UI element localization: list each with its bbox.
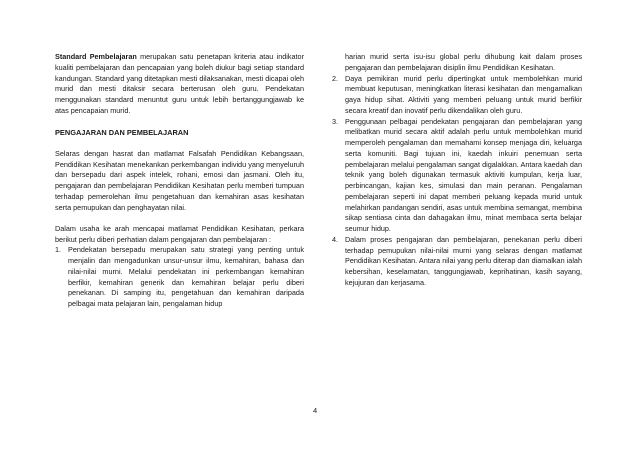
standard-definition: merupakan satu penetapan kriteria atau indikator kualiti pembelajaran dan pencapaian yang boleh diukur bagi setiap standard kandungan. Standard yang ditetapkan mesti dilaksanakan, mesti dicapai oleh murid dan mesti ditaksir secara berterusan oleh guru. Pendekatan menggunakan standard menuntut guru untuk lebih bertanggungjawab ke atas pencapaian murid.	[55, 52, 304, 115]
standard-paragraph	[55, 52, 304, 117]
page-number: 4	[313, 406, 318, 415]
list-item-text: Pendekatan bersepadu merupakan satu strategi yang penting untuk menjalin dan mengadunkan unsur-unsur ilmu, kemahiran, bahasa dan nilai-nilai murni. Melalui pendekatan ini perkembangan kemahiran berfikir, kemahiran generik dan kemahiran belajar perlu diberi penekanan. Di samping itu, pengetahuan dan kemahiran daripada pelbagai mata pelajaran lain, pengalaman hidup	[68, 245, 304, 308]
list-item	[55, 245, 304, 310]
list-number: 2.	[332, 73, 339, 83]
list-number: 3.	[332, 116, 339, 126]
list-item	[332, 235, 582, 289]
list-number: 1.	[55, 245, 62, 255]
section-heading: PENGAJARAN DAN PEMBELAJARAN	[55, 127, 189, 137]
left-column	[55, 52, 304, 310]
list-item-continuation: harian murid serta isu-isu global perlu dihubung kait dalam proses pengajaran dan pembelajaran disiplin ilmu Pendidikan Kesihatan.	[345, 52, 582, 72]
list-item-text: Penggunaan pelbagai pendekatan pengajaran dan pembelajaran yang melibatkan murid secara aktif adalah perlu untuk membolehkan murid memperoleh pengalaman dan memahami konsep menjaga diri, keluarga serta komuniti. Bagi tujuan ini, kaedah inkuiri penemuan serta pembelajaran melalui pengalaman sangat digalakkan. Antara kaedah dan teknik yang boleh digunakan termasuk aktiviti kumpulan, kerja luar, perbincangan, kajian kes, simulasi dan main peranan. Pengalaman pembelajaran seperti ini dapat memberi peluang kepada murid untuk melahirkan pandangan sendiri, asas untuk membina semangat, membina sikap sentiasa cinta dan dahagakan ilmu, minat membaca serta belajar seumur hidup.	[345, 116, 582, 233]
list-item	[332, 74, 582, 117]
list-item-text: Daya pemikiran murid perlu dipertingkat untuk membolehkan murid membuat keputusan, meningkatkan literasi kesihatan dan mengamalkan gaya hidup sihat. Aktiviti yang memberi peluang untuk murid berfikir secara kreatif dan inovatif perlu dikendalikan oleh guru.	[345, 73, 582, 115]
paragraph-dalam-usaha: Dalam usaha ke arah mencapai matlamat Pendidikan Kesihatan, perkara berikut perlu diberi perhatian dalam pengajaran dan pembelajaran :	[55, 223, 304, 244]
list-number: 4.	[332, 234, 339, 244]
right-column	[332, 52, 582, 289]
numbered-list-left	[55, 245, 304, 310]
numbered-list-right	[332, 74, 582, 289]
paragraph-selaras: Selaras dengan hasrat dan matlamat Falsafah Pendidikan Kebangsaan, Pendidikan Kesihatan menekankan perkembangan individu yang menyeluruh dan bersepadu dari aspek intelek, rohani, emosi dan jasmani. Oleh itu, pengajaran dan pembelajaran Pendidikan Kesihatan perlu memberi tumpuan terhadap pemerolehan ilmu pengetahuan dan kemahiran asas kesihatan serta pemupukan dan penghayatan nilai.	[55, 148, 304, 212]
standard-term: Standard Pembelajaran	[55, 52, 137, 61]
list-item	[332, 117, 582, 235]
list-item-text: Dalam proses pengajaran dan pembelajaran, penekanan perlu diberi terhadap pemupukan nilai-nilai murni yang selaras dengan matlamat Pendidikan Kesihatan. Antara nilai yang perlu diterap dan diamalkan ialah kebersihan, keselamatan, tanggungjawab, keprihatinan, kasih sayang, kejujuran dan kerjasama.	[345, 234, 582, 287]
